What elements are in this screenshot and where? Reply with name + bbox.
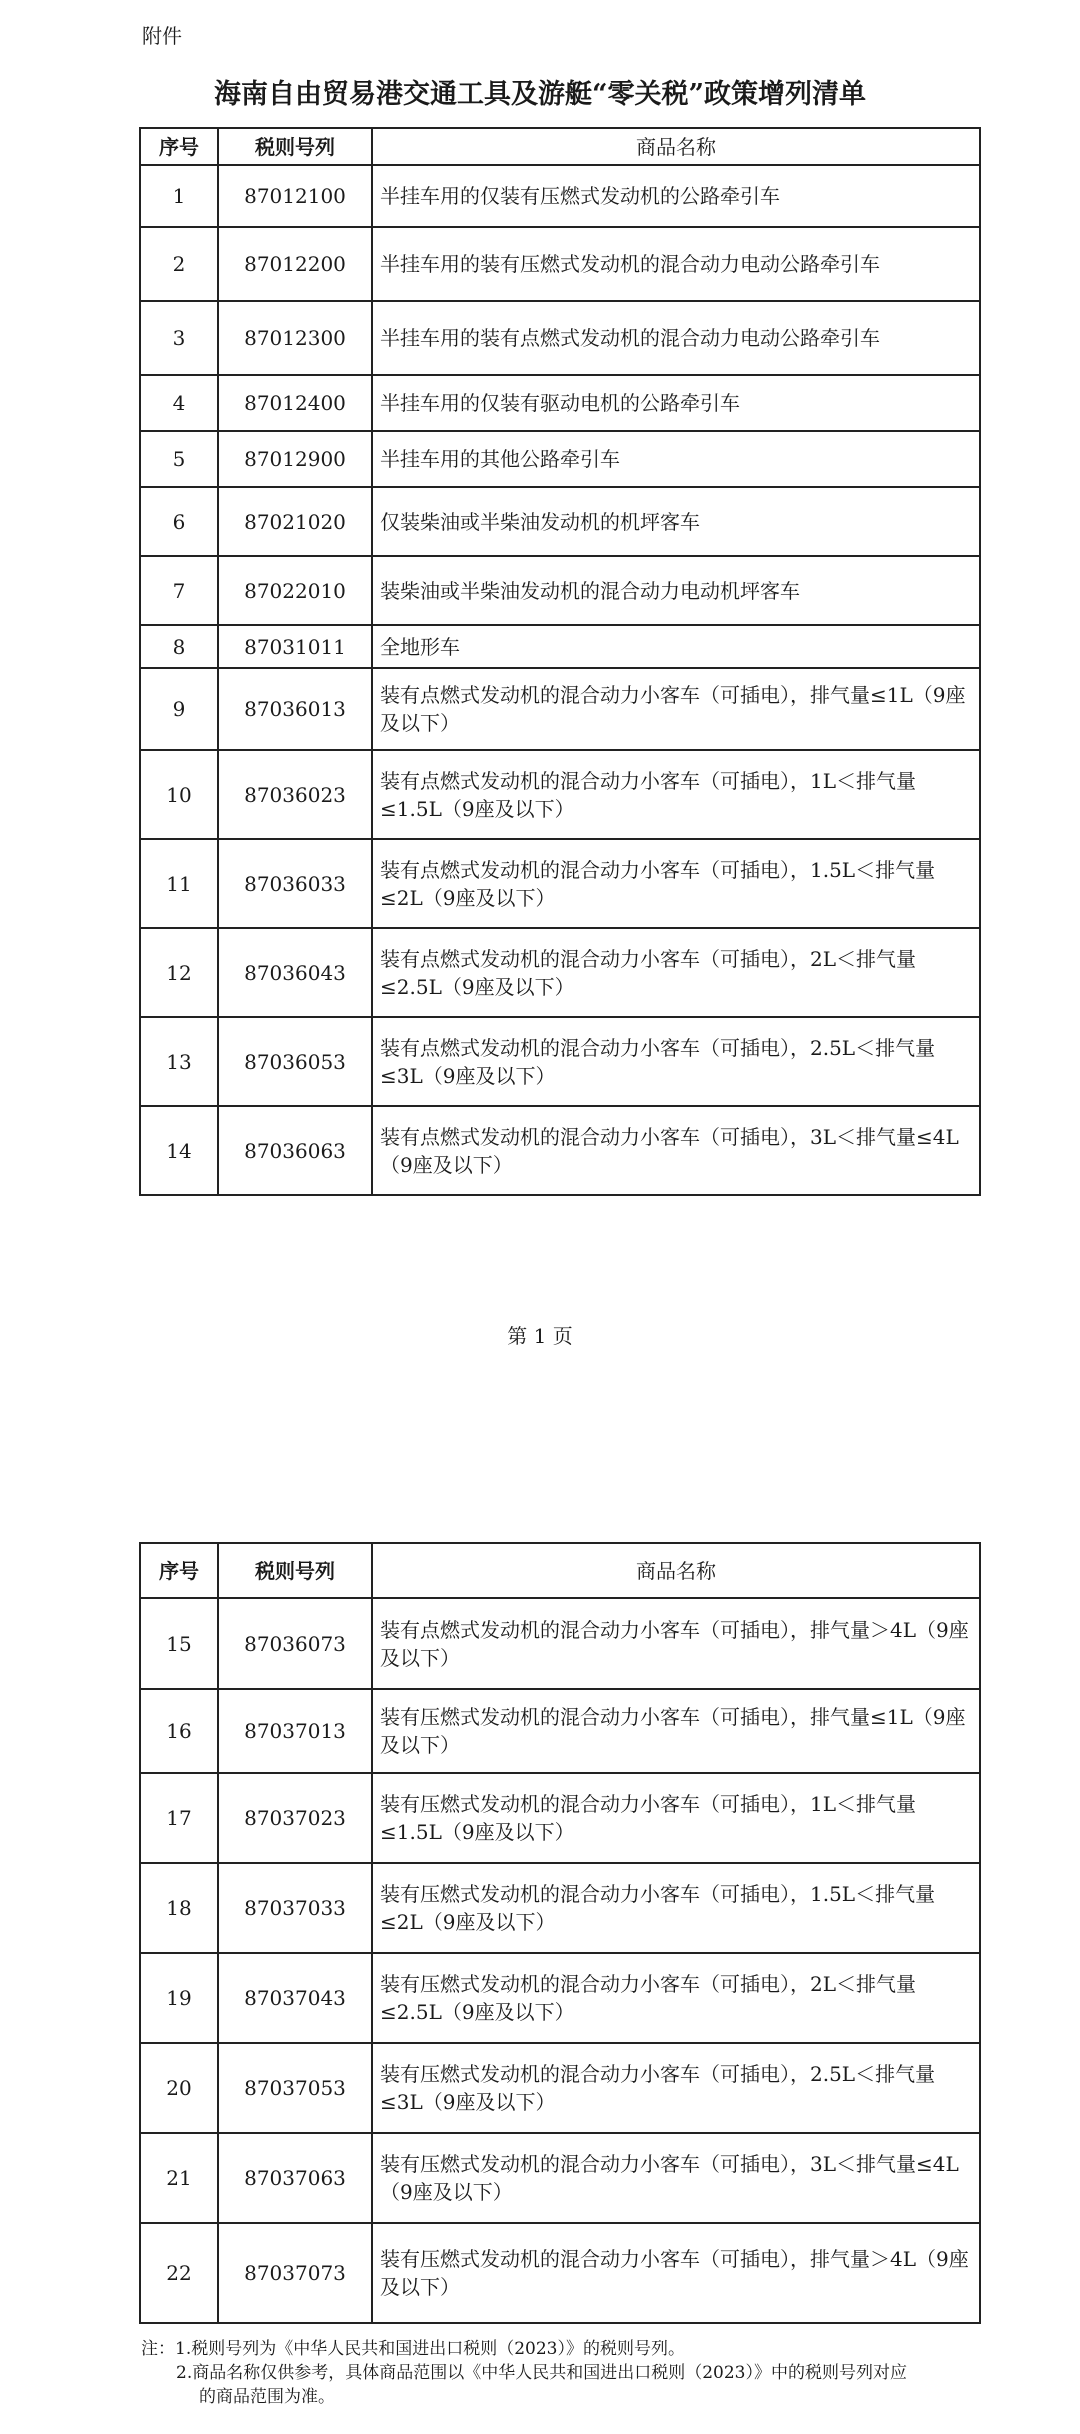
row-name-cell: 半挂车用的装有点燃式发动机的混合动力电动公路牵引车 bbox=[372, 301, 980, 375]
row-name-cell: 装有点燃式发动机的混合动力小客车（可插电），1.5L＜排气量≤2L（9座及以下） bbox=[372, 839, 980, 928]
table-header-row bbox=[140, 128, 980, 165]
row-name-cell: 装有点燃式发动机的混合动力小客车（可插电），排气量≤1L（9座及以下） bbox=[372, 668, 980, 750]
table-row bbox=[140, 839, 980, 928]
row-seq-cell: 17 bbox=[140, 1773, 218, 1863]
document-title: 海南自由贸易港交通工具及游艇“零关税”政策增列清单 bbox=[213, 79, 867, 110]
header-seq: 序号 bbox=[140, 128, 218, 165]
table-row bbox=[140, 1773, 980, 1863]
row-code-cell: 87012400 bbox=[218, 375, 372, 431]
table-row bbox=[140, 487, 980, 556]
table-row bbox=[140, 227, 980, 301]
row-code-cell: 87036013 bbox=[218, 668, 372, 750]
row-seq-cell: 9 bbox=[140, 668, 218, 750]
page-number: 第 1 页 bbox=[507, 1324, 573, 1348]
header-code: 税则号列 bbox=[218, 128, 372, 165]
row-seq-cell: 11 bbox=[140, 839, 218, 928]
row-name-cell: 全地形车 bbox=[372, 625, 980, 668]
row-seq-cell: 5 bbox=[140, 431, 218, 487]
row-name-cell: 半挂车用的其他公路牵引车 bbox=[372, 431, 980, 487]
table-row bbox=[140, 750, 980, 839]
table-row bbox=[140, 1598, 980, 1689]
attachment-label: 附件 bbox=[142, 24, 182, 48]
table-row bbox=[140, 625, 980, 668]
row-name-cell: 半挂车用的仅装有驱动电机的公路牵引车 bbox=[372, 375, 980, 431]
row-seq-cell: 8 bbox=[140, 625, 218, 668]
table-row bbox=[140, 1106, 980, 1195]
row-name-cell: 装有压燃式发动机的混合动力小客车（可插电），排气量≤1L（9座及以下） bbox=[372, 1689, 980, 1773]
row-code-cell: 87036023 bbox=[218, 750, 372, 839]
header-code: 税则号列 bbox=[218, 1543, 372, 1598]
row-seq-cell: 14 bbox=[140, 1106, 218, 1195]
tariff-table-page-2 bbox=[139, 1542, 981, 2324]
row-name-cell: 半挂车用的仅装有压燃式发动机的公路牵引车 bbox=[372, 165, 980, 227]
row-code-cell: 87022010 bbox=[218, 556, 372, 625]
tariff-table-page-1 bbox=[139, 127, 981, 1196]
row-name-cell: 装柴油或半柴油发动机的混合动力电动机坪客车 bbox=[372, 556, 980, 625]
table-row bbox=[140, 1017, 980, 1106]
row-seq-cell: 6 bbox=[140, 487, 218, 556]
table-row bbox=[140, 375, 980, 431]
row-name-cell: 装有压燃式发动机的混合动力小客车（可插电），2.5L＜排气量≤3L（9座及以下） bbox=[372, 2043, 980, 2133]
row-code-cell: 87031011 bbox=[218, 625, 372, 668]
row-name-cell: 装有点燃式发动机的混合动力小客车（可插电），排气量＞4L（9座及以下） bbox=[372, 1598, 980, 1689]
table-row bbox=[140, 556, 980, 625]
row-seq-cell: 7 bbox=[140, 556, 218, 625]
table-row bbox=[140, 165, 980, 227]
footnotes bbox=[141, 2337, 1001, 2409]
row-code-cell: 87036073 bbox=[218, 1598, 372, 1689]
row-name-cell: 装有压燃式发动机的混合动力小客车（可插电），排气量＞4L（9座及以下） bbox=[372, 2223, 980, 2323]
header-seq: 序号 bbox=[140, 1543, 218, 1598]
row-seq-cell: 4 bbox=[140, 375, 218, 431]
row-code-cell: 87012900 bbox=[218, 431, 372, 487]
table-row bbox=[140, 2043, 980, 2133]
row-code-cell: 87037033 bbox=[218, 1863, 372, 1953]
footnote-2: 2.商品名称仅供参考，具体商品范围以《中华人民共和国进出口税则（2023）》中的税则号列对应 bbox=[176, 2363, 907, 2383]
table-row bbox=[140, 1863, 980, 1953]
row-code-cell: 87037013 bbox=[218, 1689, 372, 1773]
row-name-cell: 仅装柴油或半柴油发动机的机坪客车 bbox=[372, 487, 980, 556]
row-seq-cell: 3 bbox=[140, 301, 218, 375]
row-code-cell: 87036053 bbox=[218, 1017, 372, 1106]
row-seq-cell: 21 bbox=[140, 2133, 218, 2223]
row-code-cell: 87021020 bbox=[218, 487, 372, 556]
row-name-cell: 半挂车用的装有压燃式发动机的混合动力电动公路牵引车 bbox=[372, 227, 980, 301]
row-code-cell: 87036043 bbox=[218, 928, 372, 1017]
row-name-cell: 装有点燃式发动机的混合动力小客车（可插电），2L＜排气量≤2.5L（9座及以下） bbox=[372, 928, 980, 1017]
row-seq-cell: 20 bbox=[140, 2043, 218, 2133]
row-name-cell: 装有点燃式发动机的混合动力小客车（可插电），2.5L＜排气量≤3L（9座及以下） bbox=[372, 1017, 980, 1106]
header-name: 商品名称 bbox=[372, 1543, 980, 1598]
row-name-cell: 装有压燃式发动机的混合动力小客车（可插电），3L＜排气量≤4L（9座及以下） bbox=[372, 2133, 980, 2223]
row-seq-cell: 22 bbox=[140, 2223, 218, 2323]
row-seq-cell: 16 bbox=[140, 1689, 218, 1773]
row-code-cell: 87037053 bbox=[218, 2043, 372, 2133]
row-seq-cell: 10 bbox=[140, 750, 218, 839]
row-seq-cell: 12 bbox=[140, 928, 218, 1017]
row-code-cell: 87012200 bbox=[218, 227, 372, 301]
row-code-cell: 87012300 bbox=[218, 301, 372, 375]
table-row bbox=[140, 431, 980, 487]
row-seq-cell: 18 bbox=[140, 1863, 218, 1953]
row-code-cell: 87037043 bbox=[218, 1953, 372, 2043]
row-code-cell: 87037063 bbox=[218, 2133, 372, 2223]
row-name-cell: 装有点燃式发动机的混合动力小客车（可插电），1L＜排气量≤1.5L（9座及以下） bbox=[372, 750, 980, 839]
row-code-cell: 87036033 bbox=[218, 839, 372, 928]
table-row bbox=[140, 301, 980, 375]
row-code-cell: 87037073 bbox=[218, 2223, 372, 2323]
row-seq-cell: 13 bbox=[140, 1017, 218, 1106]
row-name-cell: 装有压燃式发动机的混合动力小客车（可插电），1L＜排气量≤1.5L（9座及以下） bbox=[372, 1773, 980, 1863]
header-name: 商品名称 bbox=[372, 128, 980, 165]
table-header-row bbox=[140, 1543, 980, 1598]
table-row bbox=[140, 2223, 980, 2323]
table-row bbox=[140, 928, 980, 1017]
row-code-cell: 87036063 bbox=[218, 1106, 372, 1195]
table-row bbox=[140, 2133, 980, 2223]
row-name-cell: 装有压燃式发动机的混合动力小客车（可插电），2L＜排气量≤2.5L（9座及以下） bbox=[372, 1953, 980, 2043]
table-row bbox=[140, 1953, 980, 2043]
table-row bbox=[140, 1689, 980, 1773]
row-seq-cell: 19 bbox=[140, 1953, 218, 2043]
row-code-cell: 87012100 bbox=[218, 165, 372, 227]
footnote-1: 注：1.税则号列为《中华人民共和国进出口税则（2023）》的税则号列。 bbox=[141, 2339, 685, 2359]
row-code-cell: 87037023 bbox=[218, 1773, 372, 1863]
footnote-2-continuation: 的商品范围为准。 bbox=[199, 2387, 335, 2407]
table-row bbox=[140, 668, 980, 750]
row-seq-cell: 1 bbox=[140, 165, 218, 227]
row-seq-cell: 15 bbox=[140, 1598, 218, 1689]
row-name-cell: 装有压燃式发动机的混合动力小客车（可插电），1.5L＜排气量≤2L（9座及以下） bbox=[372, 1863, 980, 1953]
row-name-cell: 装有点燃式发动机的混合动力小客车（可插电），3L＜排气量≤4L（9座及以下） bbox=[372, 1106, 980, 1195]
row-seq-cell: 2 bbox=[140, 227, 218, 301]
